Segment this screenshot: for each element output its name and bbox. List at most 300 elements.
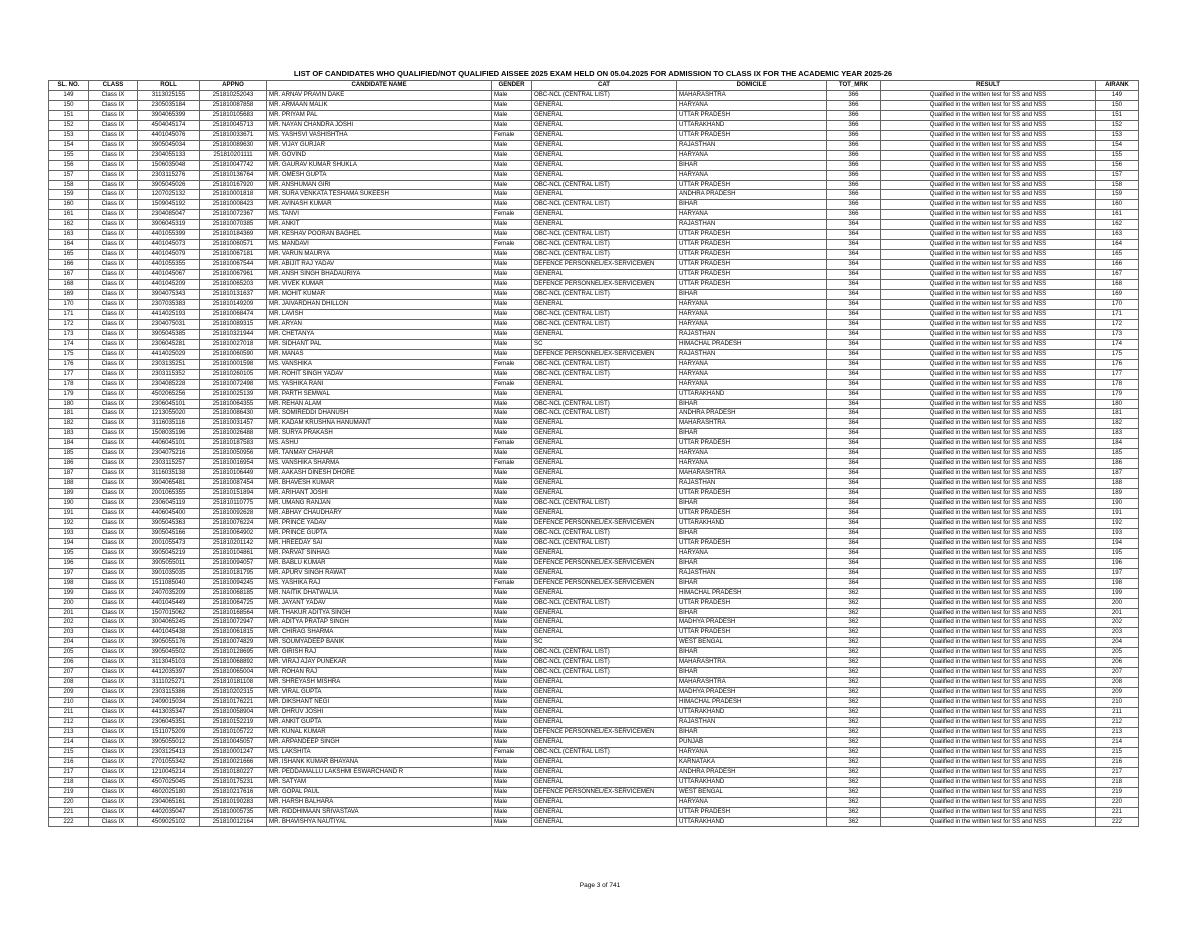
table-row: [49, 548, 1139, 558]
cell-class: Class IX: [89, 150, 138, 160]
cell-gender: Female: [492, 379, 532, 389]
cell-gender: Male: [492, 250, 532, 260]
cell-airank: 202: [1096, 618, 1139, 628]
cell-airank: 168: [1096, 280, 1139, 290]
cell-cat: GENERAL: [532, 459, 677, 469]
cell-tot-mrk: 366: [827, 120, 881, 130]
cell-domicile: UTTARAKHAND: [677, 708, 827, 718]
cell-domicile: MAHARASHTRA: [677, 678, 827, 688]
cell-tot-mrk: 362: [827, 598, 881, 608]
cell-cat: OBC-NCL (CENTRAL LIST): [532, 90, 677, 100]
cell-gender: Male: [492, 797, 532, 807]
cell-candidate-name: MR. MOHIT KUMAR: [267, 290, 492, 300]
cell-candidate-name: MR. BHAVISHYA NAUTIYAL: [267, 817, 492, 827]
table-row: [49, 439, 1139, 449]
cell-result: Qualified in the written test for SS and NSS: [881, 469, 1096, 479]
cell-appno: 251810104861: [200, 548, 267, 558]
cell-candidate-name: MS. VANSHIKA SHARMA: [267, 459, 492, 469]
cell-candidate-name: MR. UMANG RANJAN: [267, 499, 492, 509]
cell-result: Qualified in the written test for SS and NSS: [881, 120, 1096, 130]
table-row: [49, 449, 1139, 459]
cell-domicile: BIHAR: [677, 608, 827, 618]
cell-roll: 4401045067: [138, 270, 200, 280]
cell-sl-no: 175: [49, 349, 89, 359]
cell-candidate-name: MR. GOPAL PAUL: [267, 787, 492, 797]
table-row: [49, 389, 1139, 399]
cell-domicile: MADHYA PRADESH: [677, 618, 827, 628]
table-row: [49, 518, 1139, 528]
cell-gender: Male: [492, 698, 532, 708]
cell-result: Qualified in the written test for SS and NSS: [881, 140, 1096, 150]
cell-roll: 3906045319: [138, 220, 200, 230]
cell-sl-no: 159: [49, 190, 89, 200]
cell-sl-no: 181: [49, 409, 89, 419]
cell-roll: 2303115257: [138, 459, 200, 469]
cell-gender: Male: [492, 419, 532, 429]
cell-candidate-name: MR. VIRAJ AJAY PUNEKAR: [267, 658, 492, 668]
cell-sl-no: 174: [49, 339, 89, 349]
cell-tot-mrk: 366: [827, 200, 881, 210]
cell-domicile: UTTAR PRADESH: [677, 130, 827, 140]
table-row: [49, 718, 1139, 728]
cell-airank: 178: [1096, 379, 1139, 389]
cell-result: Qualified in the written test for SS and NSS: [881, 499, 1096, 509]
cell-candidate-name: MR. TANMAY CHAHAR: [267, 449, 492, 459]
cell-domicile: BIHAR: [677, 727, 827, 737]
cell-gender: Male: [492, 528, 532, 538]
cell-result: Qualified in the written test for SS and NSS: [881, 718, 1096, 728]
table-row: [49, 120, 1139, 130]
table-row: [49, 737, 1139, 747]
table-row: [49, 528, 1139, 538]
cell-candidate-name: MR. ANKIT GUPTA: [267, 718, 492, 728]
cell-result: Qualified in the written test for SS and NSS: [881, 399, 1096, 409]
cell-sl-no: 164: [49, 240, 89, 250]
cell-appno: 251810087858: [200, 100, 267, 110]
cell-candidate-name: MS. LAKSHITA: [267, 747, 492, 757]
cell-tot-mrk: 366: [827, 110, 881, 120]
cell-roll: 4401045449: [138, 598, 200, 608]
cell-result: Qualified in the written test for SS and NSS: [881, 688, 1096, 698]
cell-sl-no: 154: [49, 140, 89, 150]
cell-roll: 4401045209: [138, 280, 200, 290]
cell-cat: DEFENCE PERSONNEL/EX-SERVICEMEN: [532, 578, 677, 588]
cell-roll: 2304075216: [138, 449, 200, 459]
cell-roll: 2305035184: [138, 100, 200, 110]
cell-appno: 251810064902: [200, 528, 267, 538]
cell-roll: 2304085228: [138, 379, 200, 389]
table-row: [49, 110, 1139, 120]
cell-tot-mrk: 366: [827, 180, 881, 190]
cell-candidate-name: MR. ANSH SINGH BHADAURIYA: [267, 270, 492, 280]
cell-class: Class IX: [89, 698, 138, 708]
cell-roll: 3905045034: [138, 140, 200, 150]
cell-class: Class IX: [89, 389, 138, 399]
cell-result: Qualified in the written test for SS and NSS: [881, 160, 1096, 170]
cell-roll: 4414025029: [138, 349, 200, 359]
cell-result: Qualified in the written test for SS and NSS: [881, 508, 1096, 518]
cell-airank: 162: [1096, 220, 1139, 230]
cell-airank: 198: [1096, 578, 1139, 588]
cell-candidate-name: MR. PRINCE YADAV: [267, 518, 492, 528]
cell-roll: 2303115352: [138, 369, 200, 379]
document-title: LIST OF CANDIDATES WHO QUALIFIED/NOT QUALIFIED AISSEE 2025 EXAM HELD ON 05.04.2025 FOR ADMISSION TO CLASS IX FOR THE ACADEMIC YEAR 2025-26: [293, 69, 893, 78]
cell-cat: GENERAL: [532, 150, 677, 160]
cell-gender: Female: [492, 240, 532, 250]
cell-result: Qualified in the written test for SS and NSS: [881, 349, 1096, 359]
cell-domicile: BIHAR: [677, 578, 827, 588]
cell-class: Class IX: [89, 399, 138, 409]
cell-appno: 251810252043: [200, 90, 267, 100]
cell-gender: Male: [492, 648, 532, 658]
cell-roll: 4412035397: [138, 668, 200, 678]
table-row: [49, 558, 1139, 568]
cell-roll: 1509045192: [138, 200, 200, 210]
cell-domicile: HARYANA: [677, 299, 827, 309]
table-row: [49, 499, 1139, 509]
cell-candidate-name: MR. SOUMYADEEP BANIK: [267, 638, 492, 648]
cell-result: Qualified in the written test for SS and NSS: [881, 628, 1096, 638]
cell-tot-mrk: 366: [827, 160, 881, 170]
cell-candidate-name: MR. REHAN ALAM: [267, 399, 492, 409]
cell-airank: 191: [1096, 508, 1139, 518]
cell-candidate-name: MR. MANAS: [267, 349, 492, 359]
cell-sl-no: 167: [49, 270, 89, 280]
cell-tot-mrk: 364: [827, 299, 881, 309]
cell-result: Qualified in the written test for SS and NSS: [881, 240, 1096, 250]
cell-airank: 188: [1096, 479, 1139, 489]
cell-class: Class IX: [89, 568, 138, 578]
cell-tot-mrk: 366: [827, 190, 881, 200]
cell-domicile: HARYANA: [677, 150, 827, 160]
cell-tot-mrk: 364: [827, 518, 881, 528]
cell-candidate-name: MR. SIDHANT PAL: [267, 339, 492, 349]
cell-tot-mrk: 362: [827, 618, 881, 628]
cell-airank: 159: [1096, 190, 1139, 200]
cell-result: Qualified in the written test for SS and NSS: [881, 698, 1096, 708]
cell-result: Qualified in the written test for SS and NSS: [881, 429, 1096, 439]
cell-candidate-name: MR. KADAM KRUSHNA HANUMANT: [267, 419, 492, 429]
cell-appno: 251810005735: [200, 807, 267, 817]
cell-cat: GENERAL: [532, 270, 677, 280]
cell-class: Class IX: [89, 339, 138, 349]
cell-candidate-name: MR. NAITIK DHATWALIA: [267, 588, 492, 598]
cell-airank: 160: [1096, 200, 1139, 210]
cell-class: Class IX: [89, 110, 138, 120]
cell-airank: 208: [1096, 678, 1139, 688]
cell-cat: GENERAL: [532, 688, 677, 698]
cell-appno: 251810068185: [200, 588, 267, 598]
cell-roll: 4413035347: [138, 708, 200, 718]
cell-domicile: HARYANA: [677, 747, 827, 757]
cell-cat: OBC-NCL (CENTRAL LIST): [532, 399, 677, 409]
cell-class: Class IX: [89, 260, 138, 270]
cell-class: Class IX: [89, 220, 138, 230]
cell-gender: Male: [492, 290, 532, 300]
cell-appno: 251810067961: [200, 270, 267, 280]
cell-class: Class IX: [89, 757, 138, 767]
cell-result: Qualified in the written test for SS and NSS: [881, 787, 1096, 797]
cell-sl-no: 177: [49, 369, 89, 379]
cell-tot-mrk: 364: [827, 419, 881, 429]
cell-roll: 1511085040: [138, 578, 200, 588]
cell-cat: GENERAL: [532, 299, 677, 309]
cell-cat: OBC-NCL (CENTRAL LIST): [532, 499, 677, 509]
cell-result: Qualified in the written test for SS and NSS: [881, 319, 1096, 329]
cell-result: Qualified in the written test for SS and NSS: [881, 548, 1096, 558]
cell-candidate-name: MR. ANSHUMAN GIRI: [267, 180, 492, 190]
table-row: [49, 598, 1139, 608]
table-row: [49, 588, 1139, 598]
cell-gender: Female: [492, 439, 532, 449]
cell-sl-no: 197: [49, 568, 89, 578]
cell-domicile: BIHAR: [677, 290, 827, 300]
cell-class: Class IX: [89, 240, 138, 250]
cell-appno: 251810045713: [200, 120, 267, 130]
cell-result: Qualified in the written test for SS and NSS: [881, 767, 1096, 777]
cell-domicile: UTTARAKHAND: [677, 817, 827, 827]
table-row: [49, 339, 1139, 349]
cell-domicile: BIHAR: [677, 160, 827, 170]
table-row: [49, 240, 1139, 250]
table-row: [49, 329, 1139, 339]
cell-cat: OBC-NCL (CENTRAL LIST): [532, 359, 677, 369]
cell-class: Class IX: [89, 608, 138, 618]
cell-tot-mrk: 364: [827, 290, 881, 300]
cell-cat: GENERAL: [532, 708, 677, 718]
cell-result: Qualified in the written test for SS and NSS: [881, 817, 1096, 827]
cell-airank: 155: [1096, 150, 1139, 160]
cell-candidate-name: MR. GOVIND: [267, 150, 492, 160]
cell-roll: 2307035383: [138, 299, 200, 309]
cell-domicile: UTTAR PRADESH: [677, 598, 827, 608]
cell-gender: Male: [492, 668, 532, 678]
cell-gender: Male: [492, 737, 532, 747]
cell-tot-mrk: 364: [827, 220, 881, 230]
cell-appno: 251810176221: [200, 698, 267, 708]
cell-tot-mrk: 362: [827, 817, 881, 827]
cell-appno: 251810187583: [200, 439, 267, 449]
cell-airank: 196: [1096, 558, 1139, 568]
cell-candidate-name: MR. ARMAAN MALIK: [267, 100, 492, 110]
cell-sl-no: 160: [49, 200, 89, 210]
table-row: [49, 668, 1139, 678]
candidates-table: [48, 80, 1139, 827]
cell-sl-no: 198: [49, 578, 89, 588]
cell-result: Qualified in the written test for SS and NSS: [881, 518, 1096, 528]
cell-domicile: RAJASTHAN: [677, 349, 827, 359]
cell-appno: 251810151894: [200, 489, 267, 499]
cell-roll: 4401045076: [138, 130, 200, 140]
cell-gender: Male: [492, 369, 532, 379]
cell-roll: 4402035047: [138, 807, 200, 817]
cell-gender: Male: [492, 777, 532, 787]
table-row: [49, 688, 1139, 698]
cell-sl-no: 186: [49, 459, 89, 469]
cell-roll: 3905045385: [138, 329, 200, 339]
cell-roll: 2306045119: [138, 499, 200, 509]
cell-result: Qualified in the written test for SS and NSS: [881, 299, 1096, 309]
cell-appno: 251810076224: [200, 518, 267, 528]
cell-tot-mrk: 362: [827, 668, 881, 678]
cell-class: Class IX: [89, 299, 138, 309]
cell-appno: 251810110775: [200, 499, 267, 509]
cell-airank: 200: [1096, 598, 1139, 608]
cell-roll: 2001055473: [138, 538, 200, 548]
cell-result: Qualified in the written test for SS and NSS: [881, 220, 1096, 230]
cell-candidate-name: MR. APURV SINGH RAWAT: [267, 568, 492, 578]
cell-domicile: UTTAR PRADESH: [677, 508, 827, 518]
cell-cat: GENERAL: [532, 777, 677, 787]
cell-airank: 204: [1096, 638, 1139, 648]
cell-appno: 251810021666: [200, 757, 267, 767]
cell-tot-mrk: 364: [827, 349, 881, 359]
cell-cat: GENERAL: [532, 817, 677, 827]
cell-cat: GENERAL: [532, 160, 677, 170]
cell-cat: GENERAL: [532, 508, 677, 518]
cell-candidate-name: MR. BHAVESH KUMAR: [267, 479, 492, 489]
table-row: [49, 290, 1139, 300]
cell-sl-no: 215: [49, 747, 89, 757]
cell-cat: DEFENCE PERSONNEL/EX-SERVICEMEN: [532, 727, 677, 737]
cell-gender: Male: [492, 757, 532, 767]
cell-appno: 251810106449: [200, 469, 267, 479]
cell-domicile: BIHAR: [677, 499, 827, 509]
table-row: [49, 299, 1139, 309]
cell-gender: Male: [492, 449, 532, 459]
cell-class: Class IX: [89, 499, 138, 509]
cell-result: Qualified in the written test for SS and NSS: [881, 618, 1096, 628]
cell-gender: Male: [492, 329, 532, 339]
cell-domicile: UTTAR PRADESH: [677, 489, 827, 499]
cell-tot-mrk: 364: [827, 379, 881, 389]
cell-roll: 3901035035: [138, 568, 200, 578]
cell-roll: 2304055133: [138, 150, 200, 160]
cell-class: Class IX: [89, 170, 138, 180]
table-row: [49, 489, 1139, 499]
table-row: [49, 618, 1139, 628]
cell-class: Class IX: [89, 578, 138, 588]
cell-tot-mrk: 362: [827, 708, 881, 718]
table-row: [49, 280, 1139, 290]
header-col-sl-no: SL. NO.: [49, 81, 89, 91]
cell-domicile: ANDHRA PRADESH: [677, 409, 827, 419]
cell-appno: 251810001598: [200, 359, 267, 369]
cell-class: Class IX: [89, 538, 138, 548]
cell-tot-mrk: 362: [827, 638, 881, 648]
cell-class: Class IX: [89, 309, 138, 319]
cell-airank: 183: [1096, 429, 1139, 439]
cell-roll: 1213055020: [138, 409, 200, 419]
cell-appno: 251810068474: [200, 309, 267, 319]
cell-sl-no: 206: [49, 658, 89, 668]
table-row: [49, 429, 1139, 439]
table-row: [49, 260, 1139, 270]
cell-class: Class IX: [89, 190, 138, 200]
cell-class: Class IX: [89, 489, 138, 499]
cell-candidate-name: MR. KESHAV POORAN BAGHEL: [267, 230, 492, 240]
cell-tot-mrk: 364: [827, 389, 881, 399]
cell-domicile: UTTAR PRADESH: [677, 439, 827, 449]
cell-candidate-name: MR. CHETANYA: [267, 329, 492, 339]
cell-cat: OBC-NCL (CENTRAL LIST): [532, 747, 677, 757]
cell-tot-mrk: 364: [827, 528, 881, 538]
cell-class: Class IX: [89, 449, 138, 459]
cell-result: Qualified in the written test for SS and NSS: [881, 449, 1096, 459]
cell-candidate-name: MR. PRINCE GUPTA: [267, 528, 492, 538]
table-row: [49, 90, 1139, 100]
results-sheet: [48, 68, 1138, 827]
cell-roll: 2303135251: [138, 359, 200, 369]
cell-gender: Male: [492, 767, 532, 777]
cell-appno: 251810001818: [200, 190, 267, 200]
cell-sl-no: 210: [49, 698, 89, 708]
cell-domicile: HARYANA: [677, 379, 827, 389]
cell-tot-mrk: 362: [827, 608, 881, 618]
cell-sl-no: 187: [49, 469, 89, 479]
cell-sl-no: 149: [49, 90, 89, 100]
cell-roll: 4401045438: [138, 628, 200, 638]
cell-result: Qualified in the written test for SS and NSS: [881, 558, 1096, 568]
cell-tot-mrk: 364: [827, 439, 881, 449]
cell-airank: 190: [1096, 499, 1139, 509]
table-row: [49, 508, 1139, 518]
cell-domicile: MAHARASHTRA: [677, 469, 827, 479]
cell-gender: Male: [492, 299, 532, 309]
cell-gender: Female: [492, 578, 532, 588]
cell-tot-mrk: 364: [827, 548, 881, 558]
cell-cat: GENERAL: [532, 170, 677, 180]
cell-domicile: HIMACHAL PRADESH: [677, 588, 827, 598]
cell-domicile: MAHARASHTRA: [677, 90, 827, 100]
cell-roll: 3905045166: [138, 528, 200, 538]
cell-candidate-name: MR. ADITYA PRATAP SINGH: [267, 618, 492, 628]
cell-result: Qualified in the written test for SS and NSS: [881, 90, 1096, 100]
cell-airank: 209: [1096, 688, 1139, 698]
cell-tot-mrk: 364: [827, 359, 881, 369]
cell-sl-no: 216: [49, 757, 89, 767]
cell-roll: 4509025102: [138, 817, 200, 827]
cell-cat: GENERAL: [532, 737, 677, 747]
cell-appno: 251810086430: [200, 409, 267, 419]
cell-candidate-name: MR. VIVEK KUMAR: [267, 280, 492, 290]
cell-cat: SC: [532, 339, 677, 349]
cell-gender: Female: [492, 359, 532, 369]
cell-gender: Female: [492, 459, 532, 469]
cell-domicile: UTTAR PRADESH: [677, 270, 827, 280]
cell-class: Class IX: [89, 618, 138, 628]
cell-gender: Male: [492, 399, 532, 409]
cell-appno: 251810136764: [200, 170, 267, 180]
cell-sl-no: 205: [49, 648, 89, 658]
cell-result: Qualified in the written test for SS and NSS: [881, 290, 1096, 300]
cell-roll: 2409015034: [138, 698, 200, 708]
cell-roll: 2304085047: [138, 210, 200, 220]
cell-cat: OBC-NCL (CENTRAL LIST): [532, 250, 677, 260]
cell-candidate-name: MS. YASHIKA RAJ: [267, 578, 492, 588]
cell-domicile: WEST BENGAL: [677, 787, 827, 797]
cell-airank: 185: [1096, 449, 1139, 459]
cell-appno: 251810089630: [200, 140, 267, 150]
cell-result: Qualified in the written test for SS and NSS: [881, 170, 1096, 180]
cell-candidate-name: MS. YASHIKA RANI: [267, 379, 492, 389]
cell-domicile: RAJASTHAN: [677, 718, 827, 728]
cell-class: Class IX: [89, 767, 138, 777]
cell-class: Class IX: [89, 479, 138, 489]
cell-result: Qualified in the written test for SS and NSS: [881, 130, 1096, 140]
cell-cat: OBC-NCL (CENTRAL LIST): [532, 230, 677, 240]
cell-result: Qualified in the written test for SS and NSS: [881, 588, 1096, 598]
